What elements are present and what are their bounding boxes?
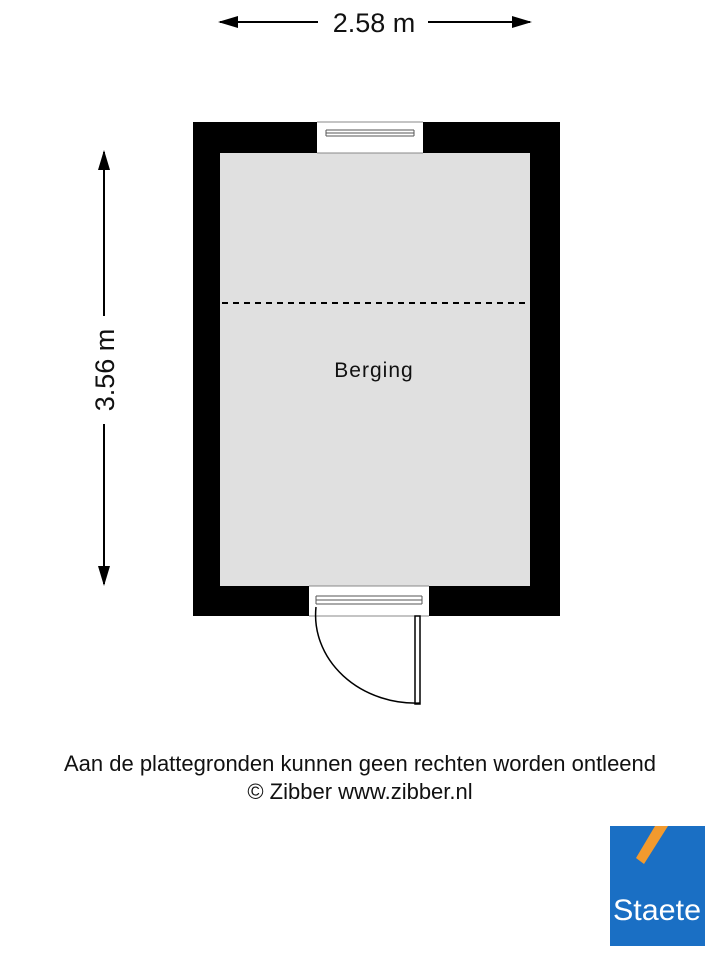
height-dimension-label: 3.56 m xyxy=(90,328,120,412)
width-dimension xyxy=(220,8,530,38)
top-window xyxy=(317,122,423,153)
disclaimer-line-1: Aan de plattegronden kunnen geen rechten worden ontleend xyxy=(63,751,657,776)
door-leaf xyxy=(415,616,420,704)
height-dimension xyxy=(90,152,120,584)
logo-text: Staete xyxy=(613,894,701,927)
width-dimension-label: 2.58 m xyxy=(332,8,416,38)
room-name-label: Berging xyxy=(334,359,414,382)
door-swing-arc xyxy=(316,607,420,703)
staete-logo xyxy=(610,826,705,946)
disclaimer xyxy=(0,750,720,806)
copyright-line: © Zibber www.zibber.nl xyxy=(247,779,473,804)
door xyxy=(309,586,429,704)
